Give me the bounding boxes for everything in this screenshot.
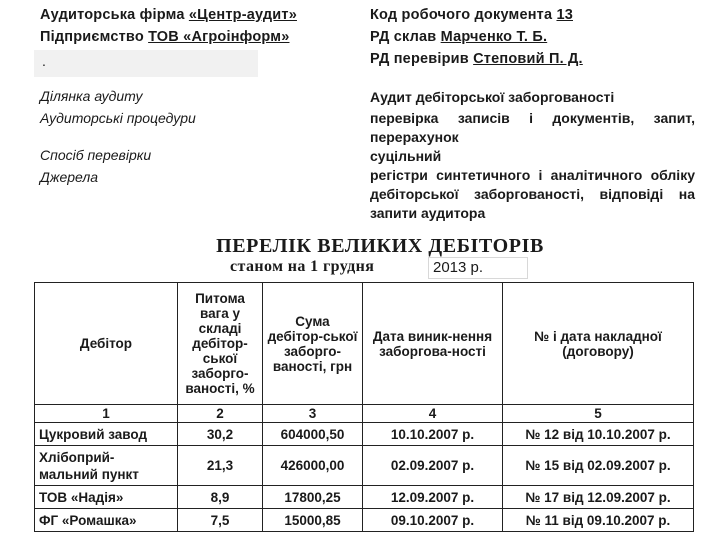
checked-line: [370, 51, 583, 67]
doc-code-label: Код робочого документа: [370, 7, 553, 23]
debtors-table: [34, 282, 694, 532]
col-header-debtor: Дебітор: [35, 283, 178, 405]
audit-procedures-label: Аудиторські процедури: [40, 110, 196, 126]
share-cell: 21,3: [178, 446, 263, 486]
debtor-cell: ТОВ «Надія»: [35, 486, 178, 509]
audit-procedures-value: перевірка записів і документів, запит, перерахунок: [370, 110, 695, 145]
col-number: 1: [35, 405, 178, 423]
date-cell: 12.09.2007 р.: [363, 486, 503, 509]
list-subtitle: станом на 1 грудня: [230, 258, 375, 275]
col-header-invoice: № і дата накладної (договору): [503, 283, 694, 405]
col-header-share: Питома вага у складі дебітор-ської заборго-ваності, %: [178, 283, 263, 405]
company-label: Підприємство: [40, 29, 144, 45]
composed-line: [370, 29, 547, 45]
composed-label: РД склав: [370, 29, 437, 45]
debtor-cell: Цукровий завод: [35, 423, 178, 446]
firm-value: «Центр-аудит»: [188, 7, 297, 23]
amount-cell: 604000,50: [263, 423, 363, 446]
invoice-cell: № 15 від 02.09.2007 р.: [503, 446, 694, 486]
firm-line: [40, 7, 297, 23]
company-value: ТОВ «Агроінформ»: [148, 29, 290, 45]
check-method-value: суцільний: [370, 148, 442, 164]
date-cell: 09.10.2007 р.: [363, 509, 503, 532]
table-row: [35, 423, 694, 446]
table-row: [35, 509, 694, 532]
col-header-date: Дата виник-нення заборгова-ності: [363, 283, 503, 405]
list-title: ПЕРЕЛІК ВЕЛИКИХ ДЕБІТОРІВ: [216, 235, 544, 257]
check-method-label: Спосіб перевірки: [40, 147, 152, 163]
col-number: 2: [178, 405, 263, 423]
audit-area-label: Ділянка аудиту: [40, 88, 143, 104]
amount-cell: 426000,00: [263, 446, 363, 486]
redacted-area: [34, 50, 258, 77]
firm-label: Аудиторська фірма: [40, 7, 185, 23]
table-row: [35, 486, 694, 509]
checked-value: Степовий П. Д.: [473, 51, 583, 67]
table-header-row: [35, 283, 694, 405]
doc-code-value: 13: [556, 7, 573, 23]
date-cell: 02.09.2007 р.: [363, 446, 503, 486]
company-line: [40, 29, 289, 45]
invoice-cell: № 17 від 12.09.2007 р.: [503, 486, 694, 509]
share-cell: 7,5: [178, 509, 263, 532]
year-patch: 2013 р.: [428, 257, 528, 279]
share-cell: 30,2: [178, 423, 263, 446]
debtor-cell: ФГ «Ромашка»: [35, 509, 178, 532]
doc-code-line: [370, 7, 573, 23]
col-number: 4: [363, 405, 503, 423]
amount-cell: 17800,25: [263, 486, 363, 509]
share-cell: 8,9: [178, 486, 263, 509]
col-number: 3: [263, 405, 363, 423]
composed-value: Марченко Т. Б.: [440, 29, 548, 45]
amount-cell: 15000,85: [263, 509, 363, 532]
audit-area-value: Аудит дебіторської заборгованості: [370, 89, 615, 105]
column-numbers-row: [35, 405, 694, 423]
redaction-mark: .: [42, 53, 46, 69]
invoice-cell: № 11 від 09.10.2007 р.: [503, 509, 694, 532]
col-header-amount: Сума дебітор-ської заборго-ваності, грн: [263, 283, 363, 405]
debtor-cell: Хлібоприй-мальний пункт: [35, 446, 178, 486]
date-cell: 10.10.2007 р.: [363, 423, 503, 446]
invoice-cell: № 12 від 10.10.2007 р.: [503, 423, 694, 446]
col-number: 5: [503, 405, 694, 423]
sources-value: регістри синтетичного і аналітичного обліку дебіторської заборгованості, відповіді на запити аудитора: [370, 167, 695, 221]
checked-label: РД перевірив: [370, 51, 469, 67]
table-row: [35, 446, 694, 486]
sources-label: Джерела: [40, 169, 99, 185]
